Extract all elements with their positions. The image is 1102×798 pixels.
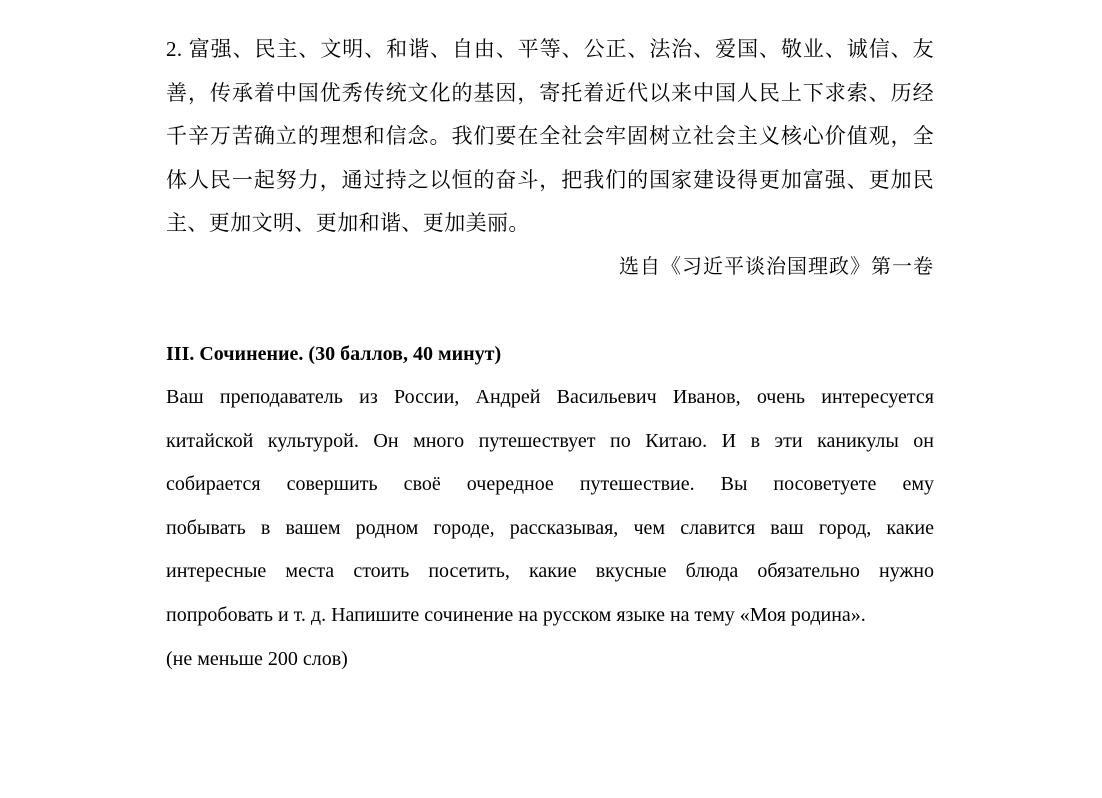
quote-paragraph: 2. 富强、民主、文明、和谐、自由、平等、公正、法治、爱国、敬业、诚信、友善，传承着中国优秀传统文化的基因，寄托着近代以来中国人民上下求索、历经千辛万苦确立的理想和信念。我们要在全社会牢固树立社会主义核心价值观，全体人民一起努力，通过持之以恒的奋斗，把我们的国家建设得更加富强、更加民主、更加文明、更加和谐、更加美丽。 [166,37,934,235]
section-heading: III. Сочинение. (30 баллов, 40 минут) [166,342,502,365]
essay-task-line: интересные места стоить посетить, какие вкусные блюда обязательно нужно [166,560,934,583]
essay-task-line: попробовать и т. д. Напишите сочинение на русском языке на тему «Моя родина». [166,603,866,626]
word-count-note: (не меньше 200 слов) [166,647,348,670]
essay-task-paragraph [166,376,934,638]
essay-task-line: побывать в вашем родном городе, рассказывая, чем славится ваш город, какие [166,516,934,539]
essay-task-line: Ваш преподаватель из России, Андрей Васильевич Иванов, очень интересуется [166,386,934,408]
document-page [166,28,934,681]
quote-source: 选自《习近平谈治国理政》第一卷 [619,255,934,278]
essay-task-line: китайской культурой. Он много путешествует по Китаю. И в эти каникулы он [166,429,934,452]
essay-task-line: собирается совершить своё очередное путешествие. Вы посоветуете ему [166,473,934,496]
